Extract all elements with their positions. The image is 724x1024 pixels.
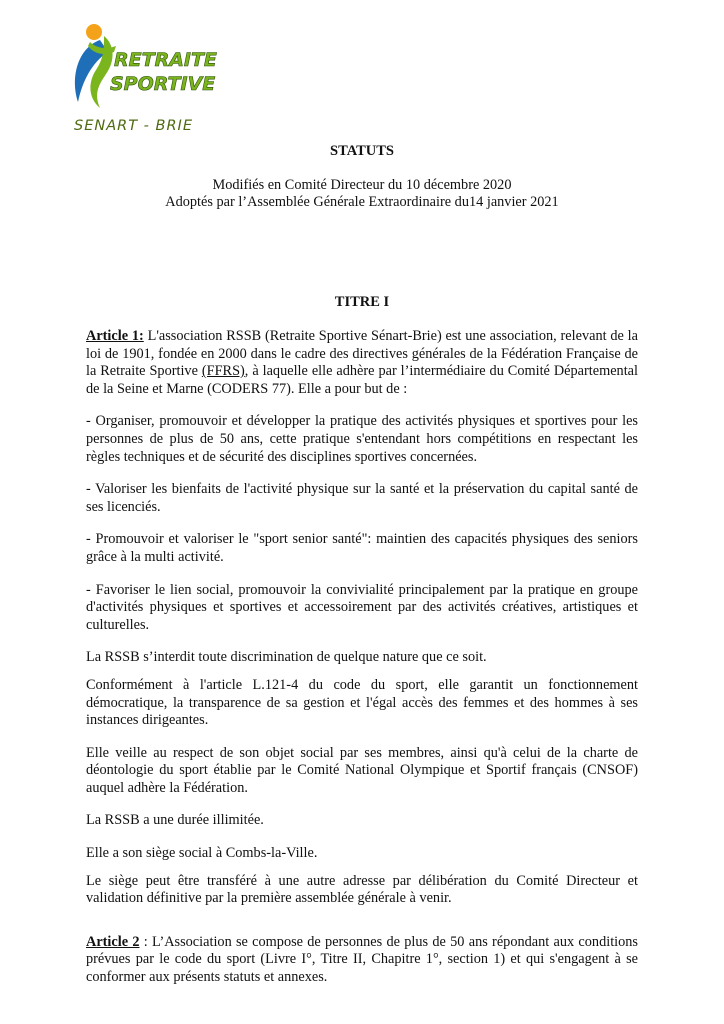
article2-label: Article 2 (86, 933, 140, 950)
article1-paragraph: Elle a son siège social à Combs-la-Ville. (86, 845, 318, 862)
logo-subtitle: SENART - BRIE (74, 118, 193, 134)
orange-head-shape (86, 24, 102, 40)
article1-intro-part1: L'association RSSB (Retraite Sportive Sénart-Brie) est une association, relevant de la loi de 1901, fondée en 2000 dans le cadre des directives générales de la Fédération Française de la Retraite Sportive (86, 328, 638, 380)
goal-item: - Promouvoir et valoriser le "sport senior santé": maintien des capacités physiques des seniors grâce à la multi activité. (86, 531, 638, 565)
document-body (86, 328, 638, 1002)
article1-paragraph: Elle veille au respect de son objet social par ses membres, ainsi qu'à celui de la charte de déontologie du sport établie par le Comité National Olympique et Sportif français (CNSOF) auquel adhère la Fédération. (86, 744, 638, 796)
article1-paragraph: Conformément à l'article L.121-4 du code du sport, elle garantit un fonctionnement démocratique, la transparence de sa gestion et l'égal accès des femmes et des hommes à ses instances dirigeantes. (86, 676, 638, 729)
article1-paragraph: La RSSB s’interdit toute discrimination de quelque nature que ce soit. (86, 649, 487, 666)
article1-intro (86, 328, 638, 398)
article2-text: : L’Association se compose de personnes de plus de 50 ans répondant aux conditions prévues par le code du sport (Livre I°, Titre II, Chapitre 1°, section 1) et qui s'engagent à se conformer aux présents statuts et annexes. (86, 933, 638, 986)
document-title: STATUTS (330, 143, 394, 159)
goal-item: - Organiser, promouvoir et développer la pratique des activités physiques et sportives pour les personnes de plus de 50 ans, cette pratique s'entendant hors compétitions en respectant les règles techniques et de sécurité des disciplines sportives concernées. (86, 413, 638, 465)
article1-paragraph: La RSSB a une durée illimitée. (86, 812, 264, 829)
adopted-line: Adoptés par l’Assemblée Générale Extraordinaire du14 janvier 2021 (165, 194, 559, 210)
modified-line: Modifiés en Comité Directeur du 10 décembre 2020 (212, 177, 512, 193)
article1-intro-part2: , à laquelle elle adhère par l’intermédiaire du Comité Départemental de la Seine et Marne (CODERS 77). Elle a pour but de : (86, 363, 638, 397)
article2-paragraph (86, 934, 638, 987)
logo-line2: SPORTIVE (110, 73, 216, 95)
rssb-logo (70, 22, 230, 140)
ffrs-abbrev: (FFRS) (201, 363, 245, 380)
section-title: TITRE I (334, 294, 390, 310)
goal-item: - Favoriser le lien social, promouvoir la convivialité principalement par la pratique en groupe d'activités physiques et sportives et accessoirement par des activités créatives, artistiques et culturelles. (86, 581, 638, 633)
logo-line1: RETRAITE (114, 49, 217, 71)
article1-label: Article 1: (86, 328, 144, 344)
runner-logo-graphic (70, 22, 230, 118)
article1-paragraph: Le siège peut être transféré à une autre adresse par délibération du Comité Directeur et validation définitive par la première assemblée générale à venir. (86, 872, 638, 907)
goal-item: - Valoriser les bienfaits de l'activité physique sur la santé et la préservation du capital santé de ses licenciés. (86, 481, 638, 515)
